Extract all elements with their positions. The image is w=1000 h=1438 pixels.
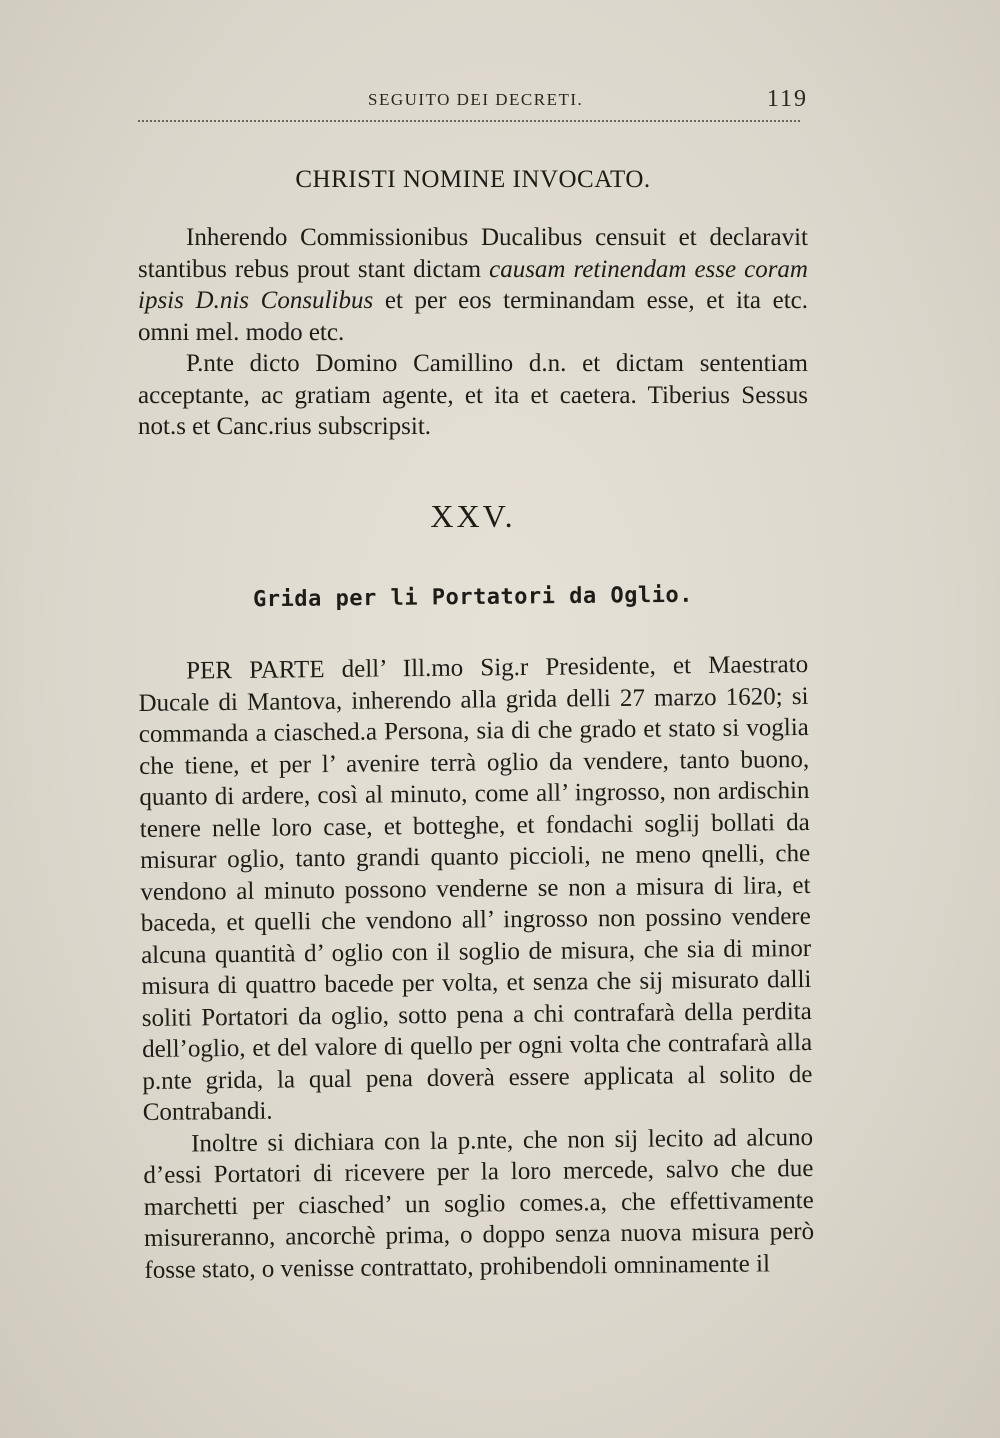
running-head <box>138 86 808 116</box>
decree-p1-end: et per eos terminandam esse, et ita etc. omni mel. modo etc. <box>138 287 808 346</box>
section-numeral: XXV. <box>430 498 516 534</box>
grida-paragraph-1: PER PARTE dell’ Ill.mo Sig.r Presidente, et Maestrato Ducale di Mantova, inherendo alla grida delli 27 marzo 1620; si commanda a ciasched.a Persona, sia di che grado et stato si voglia che tiene, et per l’ avenire terrà oglio da vendere, tanto buono, quanto di ardere, così al minuto, come all’ ingrosso, non ardischin tenere nelle loro case, et botteghe, et fondachi soglij bollati da misurar oglio, tanto grandi quanto piccioli, ne meno qnelli, che vendono al minuto possono venderne se non a misura di lira, et baceda, et quelli che vendono all’ ingrosso non possino vendere alcuna quantità d’ oglio con il soglio de misura, che sia di minor misura di quattro bacede per volta, et senza che sij misurato dalli soliti Portatori da oglio, sotto pena a chi contrafarà della perdita dell’oglio, et del valore di quello per ogni volta che contrafarà alla p.nte grida, la qual pena doverà essere applicata al solito de Contrabandi. <box>138 650 813 1126</box>
invocation-heading: CHRISTI NOMINE INVOCATO. <box>295 166 651 193</box>
grida-text <box>138 649 815 1286</box>
decree-paragraph-2: P.nte dicto Domino Camillino d.n. et dictam sententiam acceptante, ac gratiam agente, et ita et caetera. Tiberius Sessus not.s et Canc.rius subscripsit. <box>138 350 808 440</box>
header-dotted-rule <box>138 120 800 122</box>
running-title: SEGUITO DEI DECRETI. <box>368 90 584 109</box>
page-number: 119 <box>766 86 808 112</box>
section-title: Grida per li Portatori da Oglio. <box>252 582 694 613</box>
grida-paragraph-2: Inoltre si dichiara con la p.nte, che non sij lecito ad alcuno d’essi Portatori di ricevere per la loro mercede, salvo che due marchetti per ciasched’ un soglio comes.a, che effettivamente misureranno, ancorchè prima, o doppo senza nuova misura però fosse stato, o venisse contrattato, prohibendoli omninamente il <box>143 1123 815 1284</box>
decree-text <box>138 222 808 443</box>
decree-p1-italic: causam retinendam esse coram ipsis D.nis Consulibus <box>138 255 808 314</box>
decree-paragraph-1 <box>138 222 808 348</box>
decree-p1-start: Inherendo Commissionibus Ducalibus censuit et declaravit stantibus rebus prout stant dictam <box>138 224 808 283</box>
